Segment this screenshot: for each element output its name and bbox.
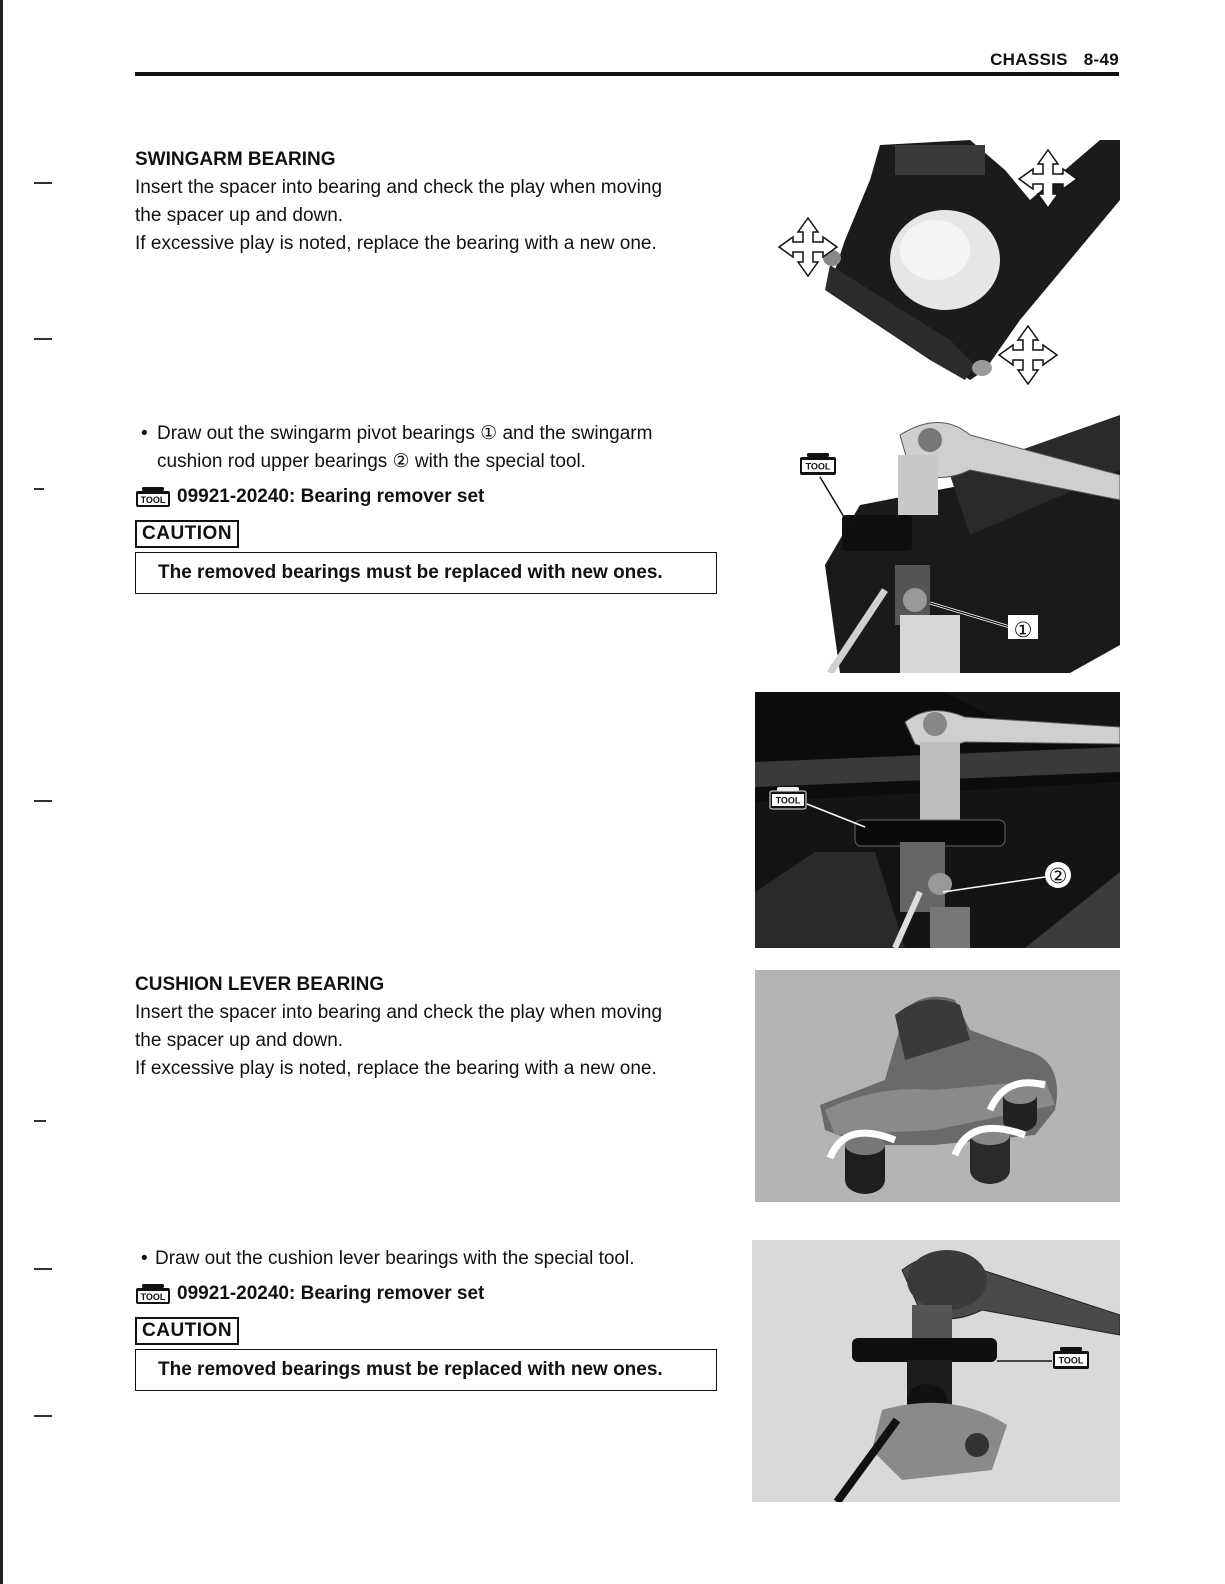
page-number: 8-49	[1083, 50, 1119, 69]
bullet-dot: •	[141, 423, 148, 444]
paragraph-line: Insert the spacer into bearing and check the play when moving	[135, 177, 663, 198]
bullet-item	[135, 1245, 725, 1273]
margin-mark	[34, 1415, 52, 1417]
cushion-rod-bearing-removal-photo	[755, 692, 1120, 948]
caution-label-wrap	[135, 520, 725, 548]
paragraph-line: the spacer up and down.	[135, 1030, 344, 1051]
tool-part-number: 09921-20240: Bearing remover set	[177, 486, 485, 507]
swingarm-bearing-section	[135, 148, 725, 258]
paragraph-line: If excessive play is noted, replace the bearing with a new one.	[135, 1058, 657, 1079]
caution-box: The removed bearings must be replaced with new ones.	[135, 552, 717, 594]
margin-mark	[34, 800, 52, 802]
margin-mark	[34, 1268, 52, 1270]
caution-label-wrap	[135, 1317, 725, 1345]
tool-icon	[135, 486, 171, 508]
margin-mark	[34, 488, 44, 490]
section-heading: SWINGARM BEARING	[135, 149, 336, 170]
bullet-line: cushion rod upper bearings ② with the special tool.	[157, 451, 586, 472]
swingarm-bearing-photo	[770, 140, 1120, 385]
tool-part-number: 09921-20240: Bearing remover set	[177, 1283, 485, 1304]
pivot-bearing-removal-photo	[770, 415, 1120, 673]
tool-badge-text: TOOL	[140, 495, 166, 505]
section-heading: CUSHION LEVER BEARING	[135, 974, 385, 995]
cushion-lever-section	[135, 973, 725, 1083]
cushion-lever-bearing-photo	[755, 970, 1120, 1202]
bullet-dot: •	[141, 1248, 148, 1269]
page-header	[135, 50, 1119, 74]
bullet-line: Draw out the cushion lever bearings with the special tool.	[155, 1248, 635, 1269]
section-title: CHASSIS	[990, 50, 1068, 69]
tool-badge-text: TOOL	[775, 795, 801, 806]
tool-badge-text: TOOL	[1058, 1355, 1084, 1366]
bullet-line: Draw out the swingarm pivot bearings ① and the swingarm	[157, 423, 653, 444]
caution-label: CAUTION	[135, 520, 239, 548]
cushion-lever-removal-photo	[752, 1240, 1120, 1502]
callout-2: ②	[1048, 864, 1068, 888]
tool-badge-text: TOOL	[805, 461, 831, 472]
header-rule	[135, 72, 1119, 76]
paragraph-line: the spacer up and down.	[135, 205, 344, 226]
caution-label: CAUTION	[135, 1317, 239, 1345]
margin-mark	[34, 338, 52, 340]
paragraph-line: Insert the spacer into bearing and check the play when moving	[135, 1002, 663, 1023]
paragraph-line: If excessive play is noted, replace the bearing with a new one.	[135, 233, 657, 254]
swingarm-removal-section	[135, 420, 725, 594]
special-tool-line	[135, 484, 725, 510]
margin-mark	[34, 182, 52, 184]
callout-1: ①	[1013, 618, 1033, 642]
caution-box: The removed bearings must be replaced with new ones.	[135, 1349, 717, 1391]
margin-mark	[34, 1120, 46, 1122]
scan-edge	[0, 0, 3, 1584]
cushion-removal-section	[135, 1245, 725, 1391]
bullet-item	[135, 420, 725, 476]
special-tool-line	[135, 1281, 725, 1307]
tool-icon	[135, 1283, 171, 1305]
tool-badge-text: TOOL	[140, 1292, 166, 1302]
